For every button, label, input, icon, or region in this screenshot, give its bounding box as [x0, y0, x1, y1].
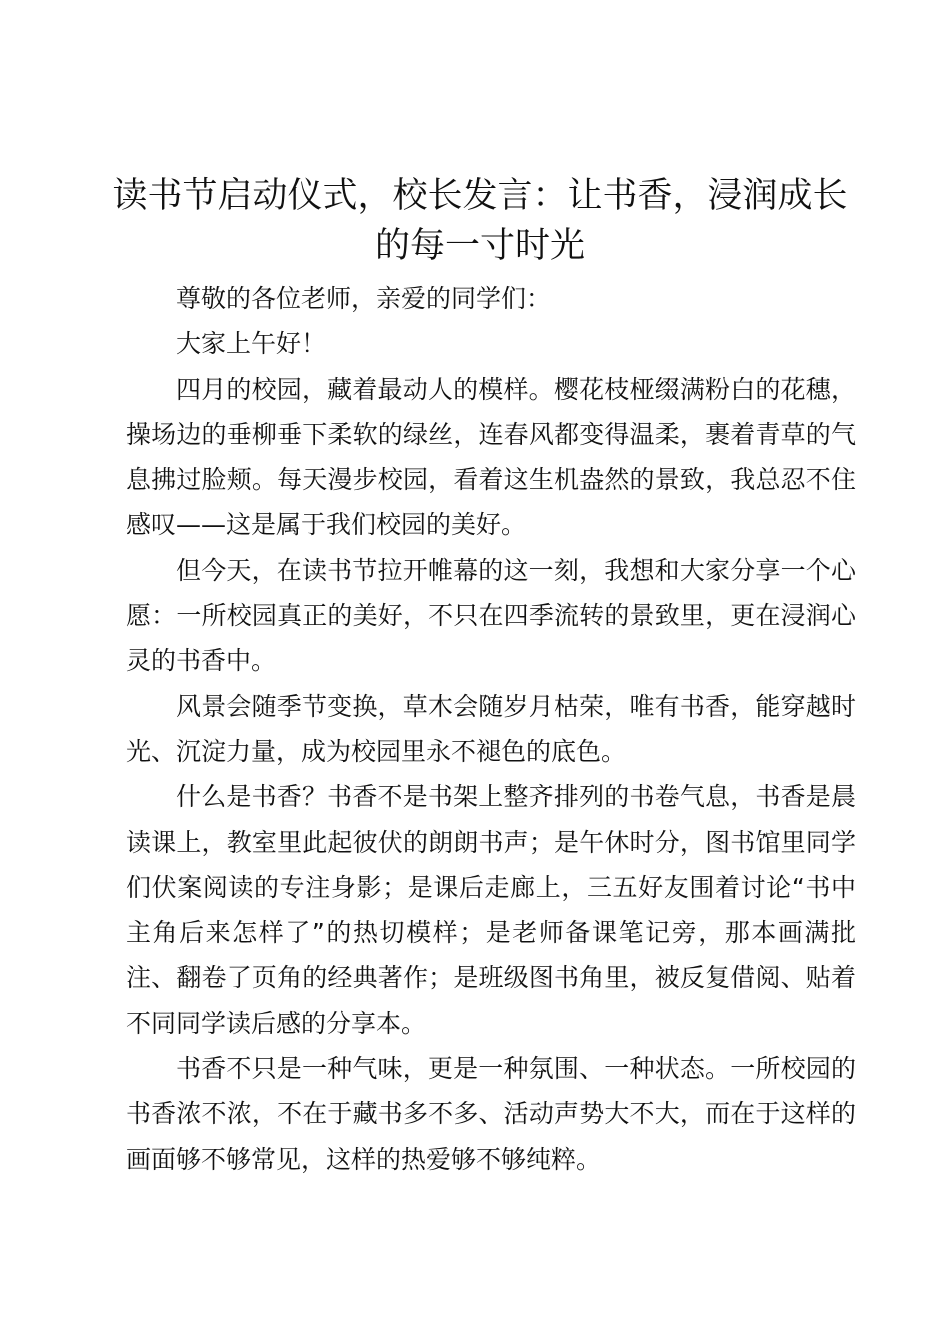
body-paragraph: 四月的校园，藏着最动人的模样。樱花枝桠缀满粉白的花穗，操场边的垂柳垂下柔软的绿丝，连春风都变得温柔，裹着青草的气息拂过脸颊。每天漫步校园，看着这生机盎然的景致，我总忍不住感叹——这是属于我们校园的美好。 — [126, 374, 856, 540]
salutation-paragraph: 尊敬的各位老师，亲爱的同学们： — [176, 284, 552, 313]
body-paragraph: 风景会随季节变换，草木会随岁月枯荣，唯有书香，能穿越时光、沉淀力量，成为校园里永不褪色的底色。 — [126, 691, 856, 766]
body-paragraph: 什么是书香？书香不是书架上整齐排列的书卷气息，书香是晨读课上，教室里此起彼伏的朗朗书声；是午休时分，图书馆里同学们伏案阅读的专注身影；是课后走廊上，三五好友围着讨论“书中主角后来怎样了”的热切模样；是老师备课笔记旁，那本画满批注、翻卷了页角的经典著作；是班级图书角里，被反复借阅、贴着不同同学读后感的分享本。 — [126, 782, 856, 1038]
body-paragraph: 书香不只是一种气味，更是一种氛围、一种状态。一所校园的书香浓不浓，不在于藏书多不多、活动声势大不大，而在于这样的画面够不够常见，这样的热爱够不够纯粹。 — [126, 1054, 856, 1174]
greeting-paragraph: 大家上午好！ — [176, 329, 327, 359]
body-paragraph: 但今天，在读书节拉开帷幕的这一刻，我想和大家分享一个心愿：一所校园真正的美好，不只在四季流转的景致里，更在浸润心灵的书香中。 — [126, 555, 856, 676]
document-body — [126, 276, 856, 1182]
document-title: 读书节启动仪式，校长发言：让书香，浸润成长的每一寸时光 — [112, 176, 848, 266]
